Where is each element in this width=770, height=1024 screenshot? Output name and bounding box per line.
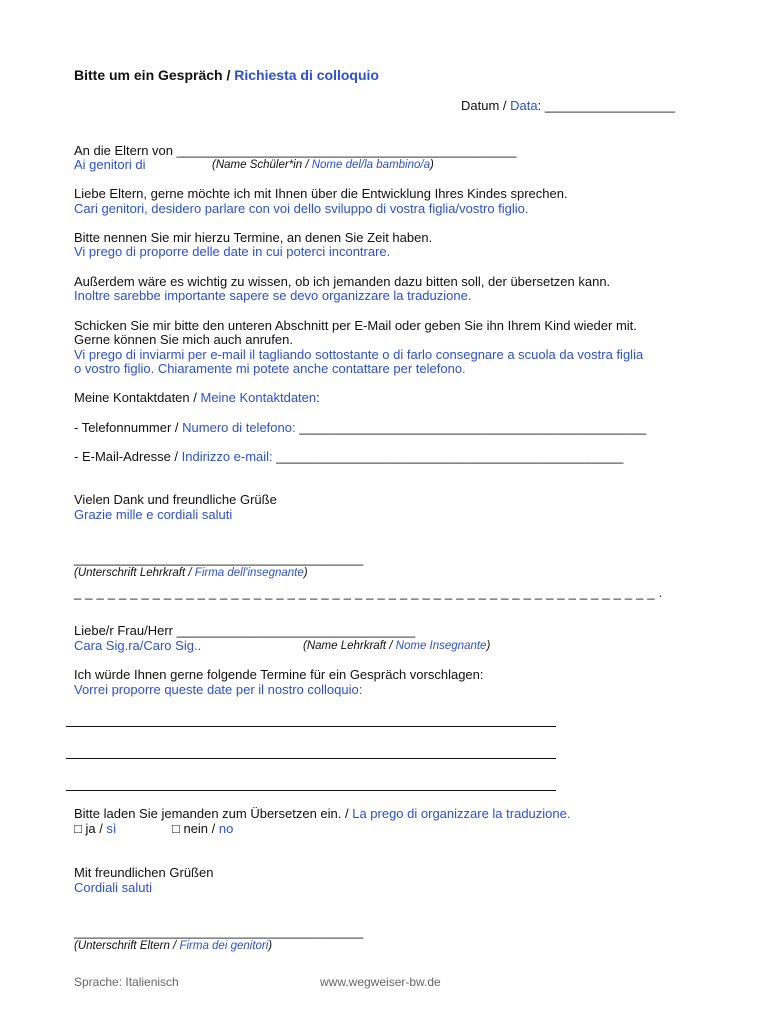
paragraph-2-it: Vi prego di proporre delle date in cui poterci incontrare. (74, 244, 391, 259)
translation-request: Bitte laden Sie jemanden zum Übersetzen ein. / La prego di organizzare la traduzione. (74, 806, 571, 821)
paragraph-4-de-line1: Schicken Sie mir bitte den unteren Abschnitt per E-Mail oder geben Sie ihn Ihrem Kind wieder mit. (74, 318, 637, 333)
date-option-line-2[interactable] (66, 758, 556, 759)
email-field[interactable]: - E-Mail-Adresse / Indirizzo e-mail: ________________________________________________ (74, 449, 624, 464)
paragraph-1-de: Liebe Eltern, gerne möchte ich mit Ihnen über die Entwicklung Ihres Kindes sprechen. (74, 186, 568, 201)
parents-of-label-it: Ai genitori di (74, 157, 146, 172)
document-title: Bitte um ein Gespräch / Richiesta di colloquio (74, 67, 379, 83)
student-name-hint: (Name Schüler*in / Nome del/la bambino/a) (212, 159, 434, 171)
paragraph-2-de: Bitte nennen Sie mir hierzu Termine, an denen Sie Zeit haben. (74, 230, 433, 245)
date-option-line-1[interactable] (66, 726, 556, 727)
date-option-line-3[interactable] (66, 790, 556, 791)
cut-line: _ _ _ _ _ _ _ _ _ _ _ _ _ _ _ _ _ _ _ _ _ _ _ _ _ _ _ _ _ _ _ _ _ _ _ _ _ _ _ _ _ _ _ _ _ _ _ _ _ _ _ _ . (74, 585, 663, 600)
paragraph-3-it: Inoltre sarebbe importante sapere se devo organizzare la traduzione. (74, 288, 472, 303)
teacher-signature-label: (Unterschrift Lehrkraft / Firma dell'insegnante) (74, 567, 308, 579)
teacher-name-hint: (Name Lehrkraft / Nome Insegnante) (303, 640, 491, 652)
parents-signature-label: (Unterschrift Eltern / Firma dei genitori) (74, 940, 273, 952)
thanks-de: Vielen Dank und freundliche Grüße (74, 492, 277, 507)
parents-signature-line[interactable]: ________________________________________ (74, 924, 364, 939)
footer-language: Sprache: Italienisch (74, 975, 179, 989)
dear-teacher-it: Cara Sig.ra/Caro Sig.. (74, 638, 202, 653)
paragraph-3-de: Außerdem wäre es wichtig zu wissen, ob ich jemanden dazu bitten soll, der übersetzen kann. (74, 274, 611, 289)
teacher-signature-line[interactable]: ________________________________________ (74, 551, 364, 566)
parents-of-field[interactable]: An die Eltern von _______________________________________________ (74, 143, 517, 158)
footer-url[interactable]: www.wegweiser-bw.de (320, 975, 441, 989)
phone-field[interactable]: - Telefonnummer / Numero di telefono: ________________________________________________ (74, 420, 647, 435)
dear-teacher-field[interactable]: Liebe/r Frau/Herr _________________________________ (74, 623, 416, 638)
contact-heading: Meine Kontaktdaten / Meine Kontaktdaten: (74, 390, 320, 405)
translation-yes-option[interactable]: □ ja / sì (74, 821, 117, 836)
thanks-it: Grazie mille e cordiali saluti (74, 507, 233, 522)
paragraph-4-de-line2: Gerne können Sie mich auch anrufen. (74, 332, 293, 347)
paragraph-4-it-line2: o vostro figlio. Chiaramente mi potete anche contattare per telefono. (74, 361, 466, 376)
regards-it: Cordiali saluti (74, 880, 153, 895)
paragraph-1-it: Cari genitori, desidero parlare con voi dello sviluppo di vostra figlia/vostro figlio. (74, 201, 529, 216)
date-field[interactable]: Datum / Data: __________________ (461, 98, 675, 113)
translation-no-option[interactable]: □ nein / no (172, 821, 234, 836)
paragraph-4-it-line1: Vi prego di inviarmi per e-mail il tagliando sottostante o di farlo consegnare a scuola da vostra figlia (74, 347, 644, 362)
propose-dates-it: Vorrei proporre queste date per il nostro colloquio: (74, 682, 363, 697)
propose-dates-de: Ich würde Ihnen gerne folgende Termine für ein Gespräch vorschlagen: (74, 667, 484, 682)
regards-de: Mit freundlichen Grüßen (74, 865, 214, 880)
